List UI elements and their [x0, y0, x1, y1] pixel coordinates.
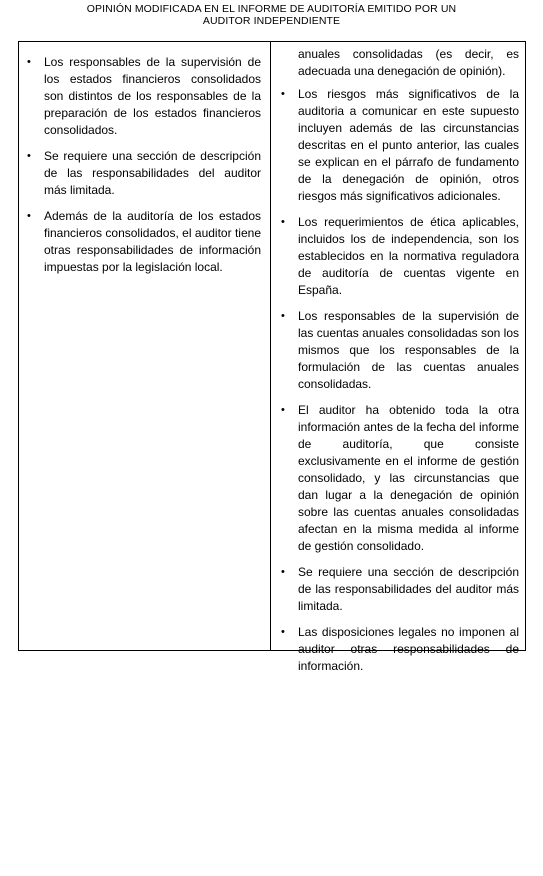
list-item: • Las disposiciones legales no imponen al auditor otras responsabilidades de información. — [281, 625, 519, 673]
list-item: • Se requiere una sección de descripción de las responsabilidades del auditor más limitada. — [27, 149, 261, 197]
list-item: • Además de la auditoría de los estados financieros consolidados, el auditor tiene otras responsabilidades de información impuestas por la legislación local. — [27, 209, 261, 274]
bullet-icon: • — [27, 210, 31, 222]
list-item: • El auditor ha obtenido toda la otra información antes de la fecha del informe de auditoría, que consiste exclusivamente en el informe de gestión consolidado, y las circunstancias que dan lugar a la denegación de opinión sobre las cuentas anuales consolidadas afectan en la misma medida al informe de gestión consolidado. — [281, 403, 519, 553]
bullet-icon: • — [281, 216, 285, 228]
page-header — [0, 3, 543, 27]
header-line-1: OPINIÓN MODIFICADA EN EL INFORME DE AUDITORÍA EMITIDO POR UN — [86, 3, 457, 15]
bullet-icon: • — [281, 626, 285, 638]
bullet-icon: • — [27, 56, 31, 68]
bullet-icon: • — [27, 150, 31, 162]
left-column — [19, 42, 271, 650]
bullet-icon: • — [281, 404, 285, 416]
list-item: • Los responsables de la supervisión de las cuentas anuales consolidadas son los mismos que los responsables de la formulación de las cuentas anuales consolidadas. — [281, 309, 519, 391]
content-table — [18, 41, 526, 673]
right-bullet-list — [281, 86, 519, 675]
list-item: • Los requerimientos de ética aplicables, incluidos los de independencia, son los establecidos en la normativa reguladora de auditoría de cuentas vigente en España. — [281, 215, 519, 297]
list-item: • Los riesgos más significativos de la auditoria a comunicar en este supuesto incluyen además de las circunstancias descritas en el punto anterior, las cuales se explican en el párrafo de fundamento de la denegación de opinión, otros riesgos más significativos adicionales. — [281, 87, 519, 203]
bullet-icon: • — [281, 88, 285, 100]
bullet-icon: • — [281, 310, 285, 322]
right-column — [271, 42, 525, 673]
list-item: • Se requiere una sección de descripción de las responsabilidades del auditor más limitada. — [281, 565, 519, 613]
continuation-text: anuales consolidadas (es decir, es adecuada una denegación de opinión). — [298, 47, 519, 78]
list-item: • Los responsables de la supervisión de los estados financieros consolidados son distintos de los responsables de la preparación de los estados financieros consolidados. — [27, 55, 261, 137]
header-line-2: AUDITOR INDEPENDIENTE — [202, 15, 341, 27]
left-bullet-list — [27, 54, 261, 276]
bullet-icon: • — [281, 566, 285, 578]
